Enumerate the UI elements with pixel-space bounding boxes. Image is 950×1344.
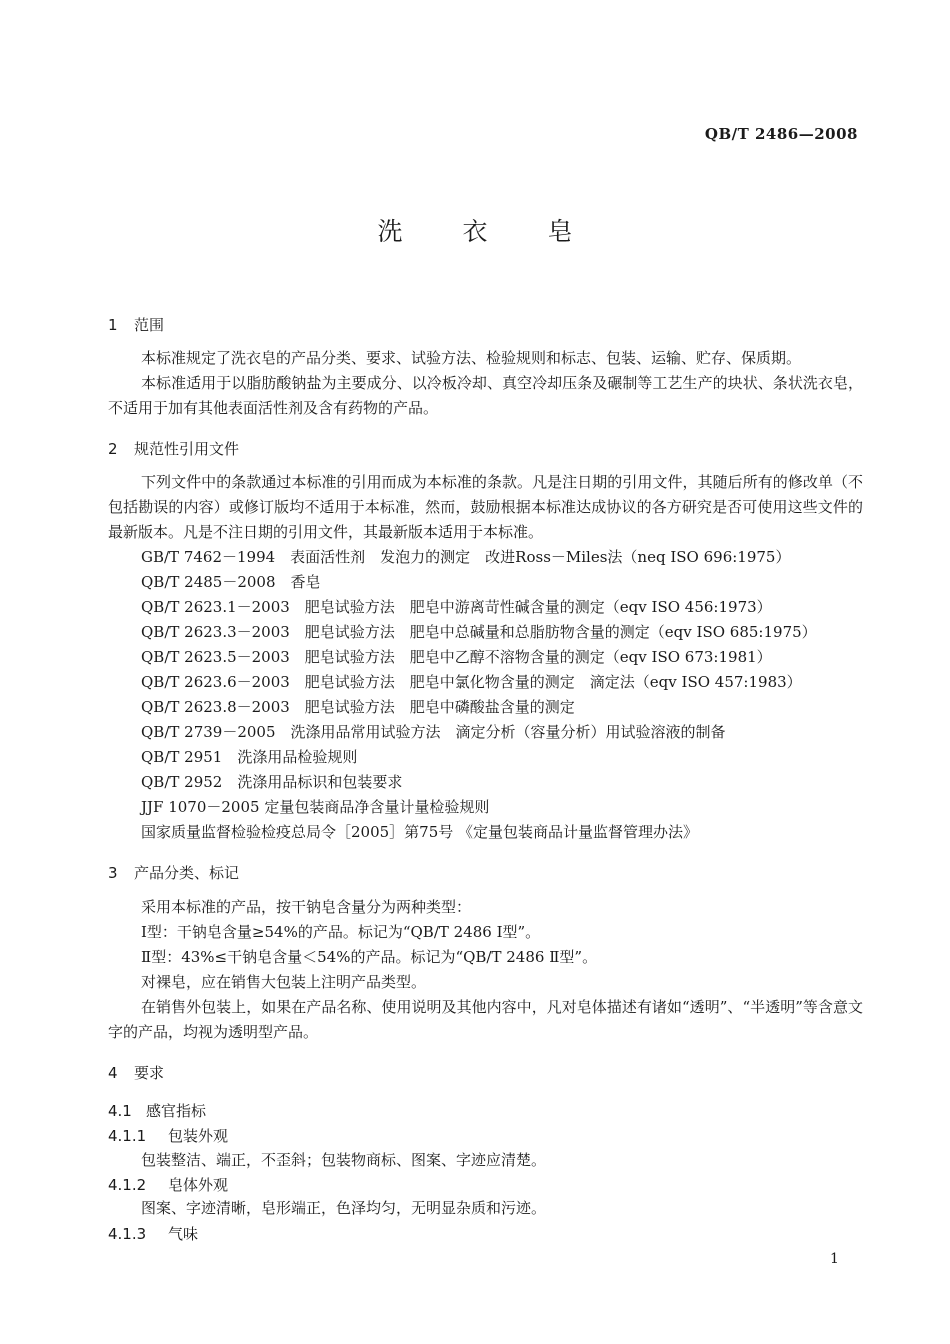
section-title: 要求 xyxy=(134,1064,165,1082)
reference-item: QB/T 2485－2008 香皂 xyxy=(141,573,321,591)
paragraph: 在销售外包装上，如果在产品名称、使用说明及其他内容中，凡对皂体描述有诸如“透明”、“半透明”等含意文字的产品，均视为透明型产品。 xyxy=(108,998,863,1041)
subsection-4-1-1-heading xyxy=(108,1125,228,1146)
reference-item: QB/T 2623.5－2003 肥皂试验方法 肥皂中乙醇不溶物含量的测定（eqv ISO 673:1981） xyxy=(141,648,772,666)
transparency-note xyxy=(108,995,863,1045)
section-2-body xyxy=(108,470,863,545)
section-title: 产品分类、标记 xyxy=(134,864,240,882)
bare-soap-note: 对裸皂，应在销售大包装上注明产品类型。 xyxy=(141,973,427,991)
subsection-number: 4.1 xyxy=(108,1102,132,1120)
section-2-heading xyxy=(108,438,239,459)
paragraph: 下列文件中的条款通过本标准的引用而成为本标准的条款。凡是注日期的引用文件，其随后所有的修改单（不包括勘误的内容）或修订版均不适用于本标准，然而，鼓励根据本标准达成协议的各方研究是否可使用这些文件的最新版本。凡是不注日期的引用文件，其最新版本适用于本标准。 xyxy=(108,473,863,541)
standard-code: QB/T 2486—2008 xyxy=(704,125,858,143)
section-1-body xyxy=(108,346,863,421)
section-number: 1 xyxy=(108,316,118,334)
page-number: 1 xyxy=(830,1251,839,1267)
reference-item: QB/T 2623.6－2003 肥皂试验方法 肥皂中氯化物含量的测定 滴定法（eqv ISO 457:1983） xyxy=(141,673,802,691)
subsection-4-1-heading xyxy=(108,1100,206,1121)
reference-item: JJF 1070－2005 定量包装商品净含量计量检验规则 xyxy=(141,798,490,816)
reference-item: QB/T 2623.1－2003 肥皂试验方法 肥皂中游离苛性碱含量的测定（eqv ISO 456:1973） xyxy=(141,598,772,616)
subsection-title: 气味 xyxy=(168,1225,199,1243)
soap-appearance-text: 图案、字迹清晰，皂形端正，色泽均匀，无明显杂质和污迹。 xyxy=(141,1199,547,1217)
type-1-definition: Ⅰ型：干钠皂含量≥54%的产品。标记为“QB/T 2486 Ⅰ型”。 xyxy=(141,923,541,941)
section-1-heading xyxy=(108,314,164,335)
section-3-heading xyxy=(108,862,239,883)
subsection-title: 感官指标 xyxy=(146,1102,207,1120)
reference-item: QB/T 2623.8－2003 肥皂试验方法 肥皂中磷酸盐含量的测定 xyxy=(141,698,575,716)
subsection-number: 4.1.3 xyxy=(108,1225,147,1243)
section-title: 规范性引用文件 xyxy=(134,440,240,458)
subsection-number: 4.1.1 xyxy=(108,1127,147,1145)
reference-item: QB/T 2739－2005 洗涤用品常用试验方法 滴定分析（容量分析）用试验溶液的制备 xyxy=(141,723,726,741)
reference-item: 国家质量监督检验检疫总局令［2005］第75号 《定量包装商品计量监督管理办法》 xyxy=(141,823,699,841)
section-number: 3 xyxy=(108,864,118,882)
reference-item: QB/T 2951 洗涤用品检验规则 xyxy=(141,748,358,766)
classification-intro: 采用本标准的产品，按干钠皂含量分为两种类型： xyxy=(141,898,472,916)
paragraph: 本标准适用于以脂肪酸钠盐为主要成分、以冷板冷却、真空冷却压条及碾制等工艺生产的块状、条状洗衣皂，不适用于加有其他表面活性剂及含有药物的产品。 xyxy=(108,374,863,417)
subsection-title: 包装外观 xyxy=(168,1127,229,1145)
subsection-4-1-3-heading xyxy=(108,1223,198,1244)
packaging-appearance-text: 包装整洁、端正，不歪斜；包装物商标、图案、字迹应清楚。 xyxy=(141,1151,547,1169)
subsection-number: 4.1.2 xyxy=(108,1176,147,1194)
section-title: 范围 xyxy=(134,316,165,334)
paragraph: 本标准规定了洗衣皂的产品分类、要求、试验方法、检验规则和标志、包装、运输、贮存、保质期。 xyxy=(141,349,802,367)
section-number: 2 xyxy=(108,440,118,458)
reference-item: QB/T 2623.3－2003 肥皂试验方法 肥皂中总碱量和总脂肪物含量的测定（eqv ISO 685:1975） xyxy=(141,623,817,641)
section-number: 4 xyxy=(108,1064,118,1082)
reference-item: GB/T 7462－1994 表面活性剂 发泡力的测定 改进Ross－Miles法（neq ISO 696:1975） xyxy=(141,548,791,566)
document-title: 洗 衣 皂 xyxy=(377,217,599,246)
section-4-heading xyxy=(108,1062,164,1083)
type-2-definition: Ⅱ型：43%≤干钠皂含量＜54%的产品。标记为“QB/T 2486 Ⅱ型”。 xyxy=(141,948,598,966)
subsection-4-1-2-heading xyxy=(108,1174,228,1195)
reference-item: QB/T 2952 洗涤用品标识和包装要求 xyxy=(141,773,403,791)
subsection-title: 皂体外观 xyxy=(168,1176,229,1194)
